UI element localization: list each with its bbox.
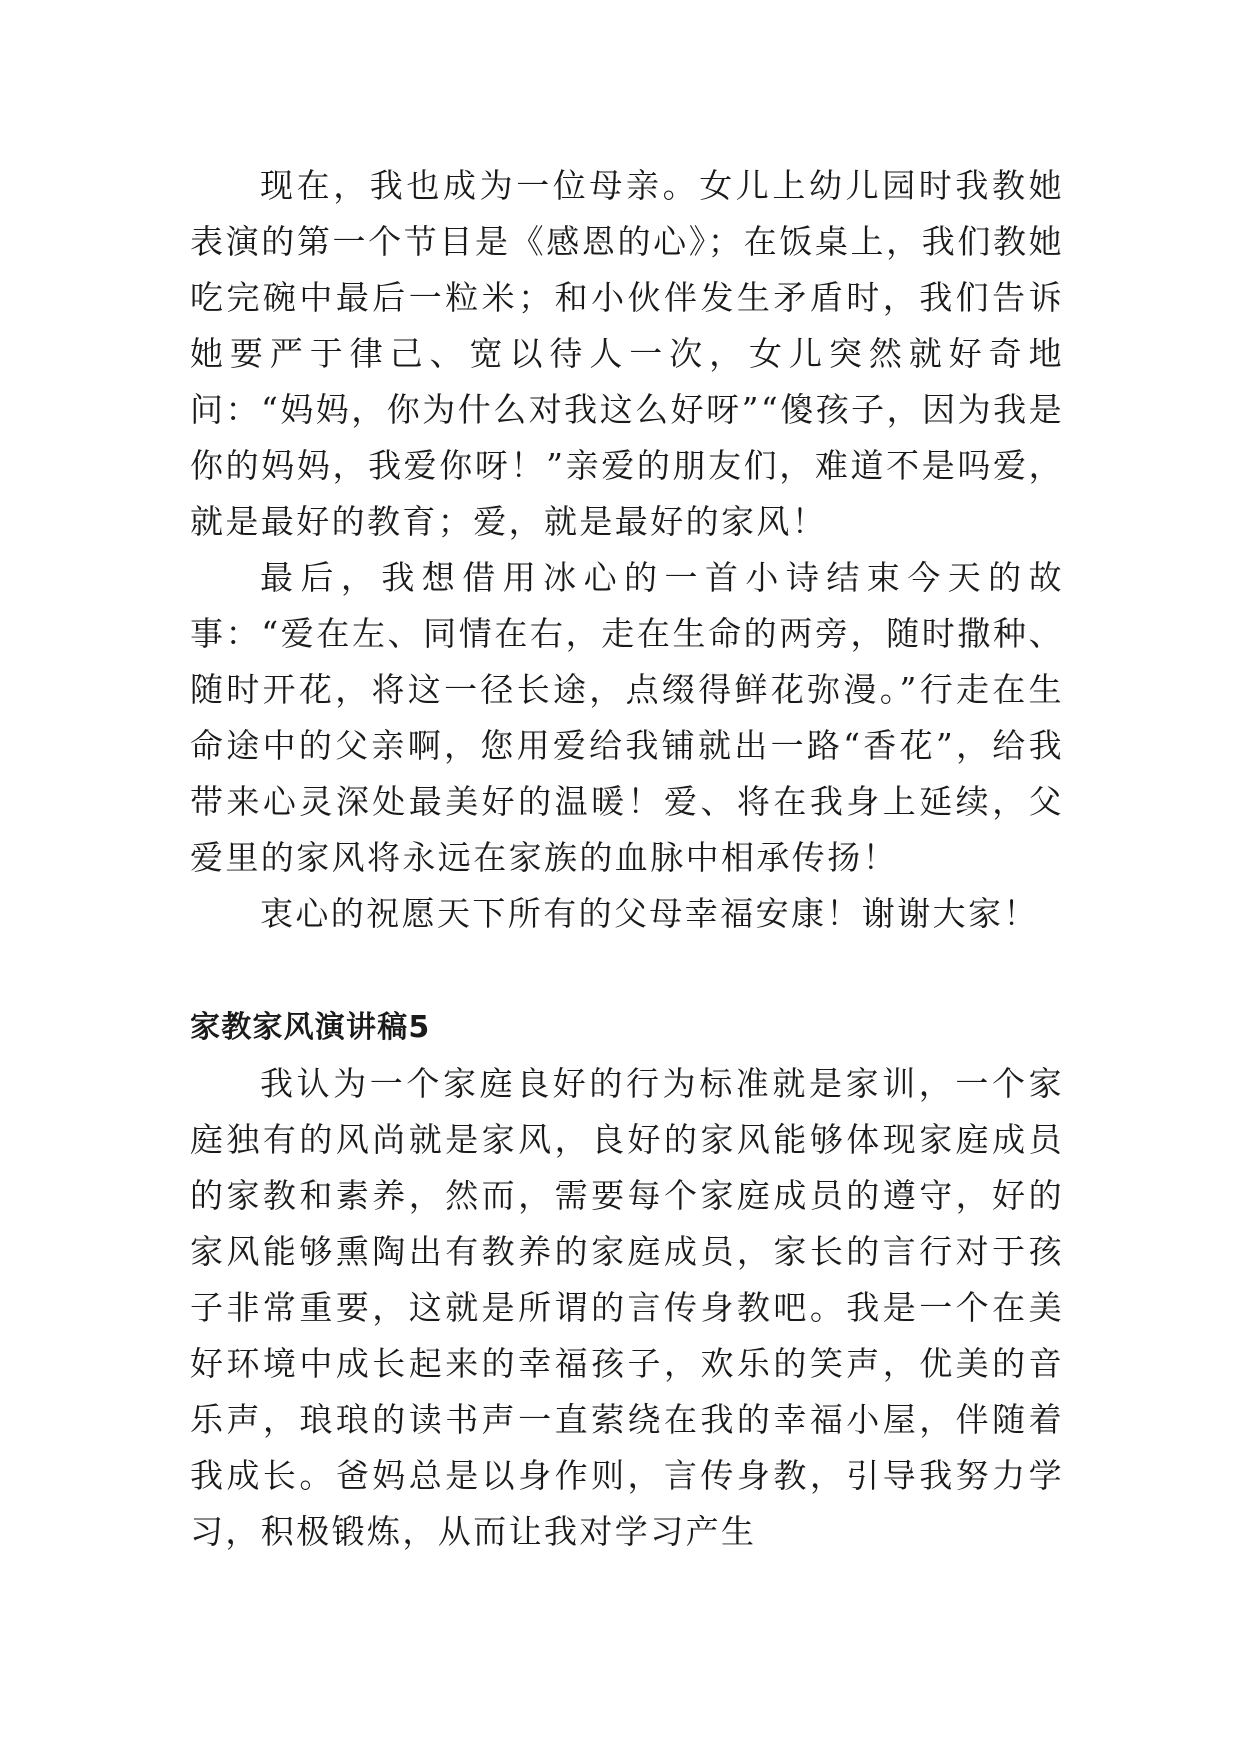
document-body xyxy=(190,158,1064,1560)
paragraph-closing-poem: 最后，我想借用冰心的一首小诗结束今天的故事：“爱在左、同情在右，走在生命的两旁，随时撒种、随时开花，将这一径长途，点缀得鲜花弥漫。”行走在生命途中的父亲啊，您用爱给我铺就出一路“香花”，给我带来心灵深处最美好的温暖！爱、将在我身上延续，父爱里的家风将永远在家族的血脉中相承传扬！ xyxy=(190,558,1064,877)
section-heading: 家教家风演讲稿5 xyxy=(190,1010,431,1045)
paragraph-family-rules: 我认为一个家庭良好的行为标准就是家训，一个家庭独有的风尚就是家风，良好的家风能够体现家庭成员的家教和素养，然而，需要每个家庭成员的遵守，好的家风能够熏陶出有教养的家庭成员，家长的言行对于孩子非常重要，这就是所谓的言传身教吧。我是一个在美好环境中成长起来的幸福孩子，欢乐的笑声，优美的音乐声，琅琅的读书声一直萦绕在我的幸福小屋，伴随着我成长。爸妈总是以身作则，言传身教，引导我努力学习，积极锻炼，从而让我对学习产生 xyxy=(190,1064,1064,1551)
paragraph-mother-story: 现在，我也成为一位母亲。女儿上幼儿园时我教她表演的第一个节目是《感恩的心》；在饭桌上，我们教她吃完碗中最后一粒米；和小伙伴发生矛盾时，我们告诉她要严于律己、宽以待人一次，女儿突然就好奇地问：“妈妈，你为什么对我这么好呀”“傻孩子，因为我是你的妈妈，我爱你呀！”亲爱的朋友们，难道不是吗爱，就是最好的教育；爱，就是最好的家风！ xyxy=(190,166,1064,541)
paragraph-thanks: 衷心的祝愿天下所有的父母幸福安康！谢谢大家！ xyxy=(260,894,1039,933)
